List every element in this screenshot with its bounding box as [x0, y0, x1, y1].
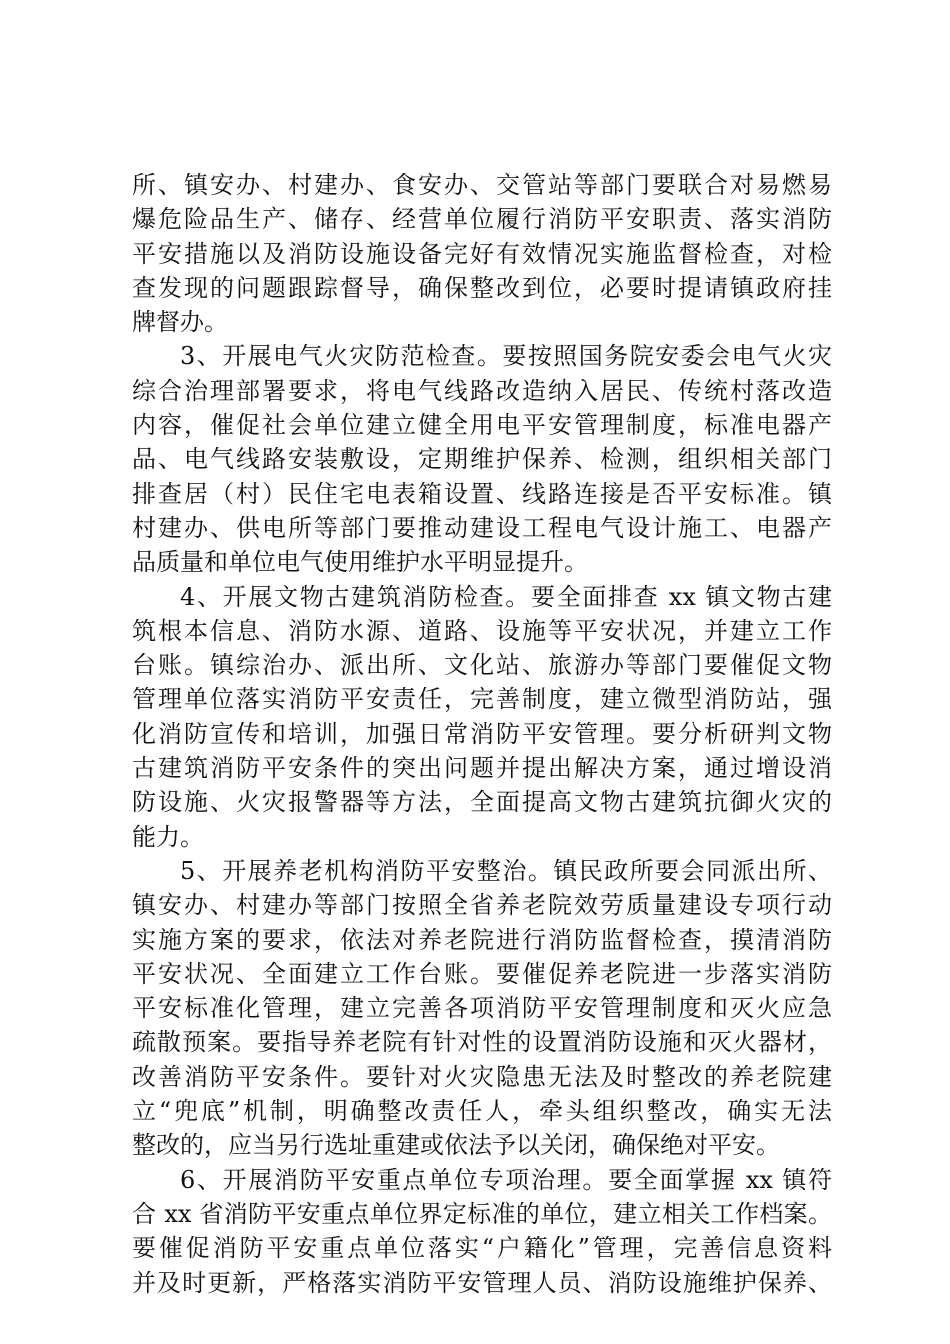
text-line: 4、开展文物古建筑消防检查。要全面排查 xx 镇文物古建 [180, 582, 832, 611]
text-line: 品质量和单位电气使用维护水平明显提升。 [132, 548, 588, 577]
text-line: 能力。 [132, 822, 204, 851]
text-line: 合 xx 省消防平安重点单位界定标准的单位，建立相关工作档案。 [132, 1199, 832, 1228]
text-line: 内容，催促社会单位建立健全用电平安管理制度，标准电器产 [132, 411, 832, 440]
text-line: 6、开展消防平安重点单位专项治理。要全面掌握 xx 镇符 [180, 1165, 832, 1194]
text-line: 疏散预案。要指导养老院有针对性的设置消防设施和灭火器材， [132, 1028, 832, 1057]
text-line: 平安标准化管理，建立完善各项消防平安管理制度和灭火应急 [132, 994, 832, 1023]
text-line: 平安状况、全面建立工作台账。要催促养老院进一步落实消防 [132, 959, 832, 988]
text-line: 品、电气线路安装敷设，定期维护保养、检测，组织相关部门 [132, 445, 832, 474]
text-line: 牌督办。 [132, 308, 228, 337]
text-line: 管理单位落实消防平安责任，完善制度，建立微型消防站，强 [132, 685, 832, 714]
text-line: 村建办、供电所等部门要推动建设工程电气设计施工、电器产 [132, 513, 832, 542]
text-line: 排查居（村）民住宅电表箱设置、线路连接是否平安标准。镇 [132, 479, 832, 508]
text-line: 查发现的问题跟踪督导，确保整改到位，必要时提请镇政府挂 [132, 273, 832, 302]
text-line: 筑根本信息、消防水源、道路、设施等平安状况，并建立工作 [132, 616, 832, 645]
document-body [132, 168, 832, 1300]
text-line: 化消防宣传和培训，加强日常消防平安管理。要分析研判文物 [132, 719, 832, 748]
text-line: 立“兜底”机制，明确整改责任人，牵头组织整改，确实无法 [132, 1097, 832, 1126]
text-line: 防设施、火灾报警器等方法，全面提高文物古建筑抗御火灾的 [132, 788, 832, 817]
text-line: 所、镇安办、村建办、食安办、交管站等部门要联合对易燃易 [132, 171, 832, 199]
text-line: 5、开展养老机构消防平安整治。镇民政所要会同派出所、 [180, 856, 832, 885]
text-line: 台账。镇综治办、派出所、文化站、旅游办等部门要催促文物 [132, 651, 832, 680]
text-line: 爆危险品生产、储存、经营单位履行消防平安职责、落实消防 [132, 205, 832, 234]
text-line: 实施方案的要求，依法对养老院进行消防监督检查，摸清消防 [132, 925, 832, 954]
text-line: 古建筑消防平安条件的突出问题并提出解决方案，通过增设消 [132, 754, 832, 783]
text-line: 综合治理部署要求，将电气线路改造纳入居民、传统村落改造 [132, 376, 832, 405]
text-line: 平安措施以及消防设施设备完好有效情况实施监督检查，对检 [132, 239, 832, 268]
text-line: 要催促消防平安重点单位落实“户籍化”管理，完善信息资料 [132, 1234, 832, 1263]
text-line: 镇安办、村建办等部门按照全省养老院效劳质量建设专项行动 [132, 891, 832, 920]
text-line: 改善消防平安条件。要针对火灾隐患无法及时整改的养老院建 [132, 1062, 832, 1091]
text-line: 整改的，应当另行选址重建或依法予以关闭，确保绝对平安。 [132, 1131, 780, 1160]
text-line: 并及时更新，严格落实消防平安管理人员、消防设施维护保养、 [132, 1268, 832, 1297]
text-line: 3、开展电气火灾防范检查。要按照国务院安委会电气火灾 [180, 342, 832, 371]
